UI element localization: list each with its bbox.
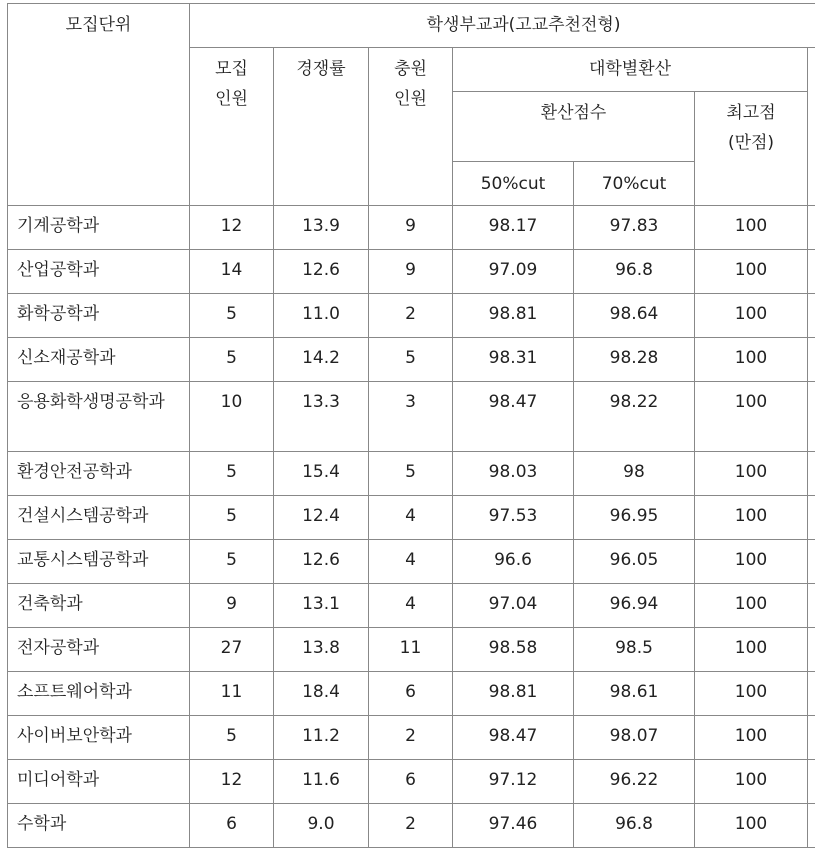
table-row <box>8 672 815 716</box>
competition-cell: 13.8 <box>274 628 369 672</box>
max-score-cell: 100 <box>695 672 808 716</box>
competition-cell: 12.6 <box>274 540 369 584</box>
fill-cell: 5 <box>369 338 453 382</box>
cut50-cell: 98.47 <box>453 382 574 452</box>
cut70-cell: 96.8 <box>574 804 695 848</box>
max-score-cell: 100 <box>695 294 808 338</box>
fill-cell: 9 <box>369 206 453 250</box>
header-cut70: 70%cut <box>574 162 695 206</box>
department-name: 신소재공학과 <box>8 338 190 382</box>
cut50-cell: 97.04 <box>453 584 574 628</box>
max-score-cell: 100 <box>695 452 808 496</box>
admission-results-table <box>7 3 815 848</box>
quota-cell: 11 <box>190 672 274 716</box>
cut50-cell: 98.81 <box>453 294 574 338</box>
fill-cell: 4 <box>369 540 453 584</box>
fill-cell: 6 <box>369 672 453 716</box>
cut70-cell: 97.83 <box>574 206 695 250</box>
table-row <box>8 496 815 540</box>
cut70-cell: 96.22 <box>574 760 695 804</box>
cut70-cell: 98.28 <box>574 338 695 382</box>
department-name: 미디어학과 <box>8 760 190 804</box>
table-row <box>8 540 815 584</box>
table-row <box>8 206 815 250</box>
department-name: 건축학과 <box>8 584 190 628</box>
quota-cell: 9 <box>190 584 274 628</box>
cut50-cell: 97.09 <box>453 250 574 294</box>
header-fill: 충원 인원 <box>369 48 453 206</box>
max-score-cell: 100 <box>695 716 808 760</box>
max-score-cell: 100 <box>695 804 808 848</box>
extra-cell <box>808 672 815 716</box>
quota-cell: 6 <box>190 804 274 848</box>
table-row <box>8 338 815 382</box>
cut70-cell: 96.95 <box>574 496 695 540</box>
cut50-cell: 97.53 <box>453 496 574 540</box>
cut50-cell: 98.58 <box>453 628 574 672</box>
quota-cell: 10 <box>190 382 274 452</box>
header-conv-score: 환산점수 <box>453 92 695 162</box>
cut70-cell: 96.05 <box>574 540 695 584</box>
max-score-cell: 100 <box>695 496 808 540</box>
extra-cell <box>808 452 815 496</box>
header-cut50: 50%cut <box>453 162 574 206</box>
cut50-cell: 98.31 <box>453 338 574 382</box>
competition-cell: 13.9 <box>274 206 369 250</box>
table-row <box>8 804 815 848</box>
fill-cell: 2 <box>369 804 453 848</box>
competition-cell: 13.1 <box>274 584 369 628</box>
cut70-cell: 98.5 <box>574 628 695 672</box>
competition-cell: 12.4 <box>274 496 369 540</box>
department-name: 환경안전공학과 <box>8 452 190 496</box>
extra-cell <box>808 294 815 338</box>
extra-cell <box>808 382 815 452</box>
extra-cell <box>808 628 815 672</box>
table-row <box>8 382 815 452</box>
fill-cell: 4 <box>369 584 453 628</box>
max-score-cell: 100 <box>695 206 808 250</box>
department-name: 수학과 <box>8 804 190 848</box>
quota-cell: 12 <box>190 206 274 250</box>
cut70-cell: 98 <box>574 452 695 496</box>
department-name: 화학공학과 <box>8 294 190 338</box>
competition-cell: 9.0 <box>274 804 369 848</box>
fill-cell: 9 <box>369 250 453 294</box>
competition-cell: 13.3 <box>274 382 369 452</box>
department-name: 산업공학과 <box>8 250 190 294</box>
table-row <box>8 628 815 672</box>
extra-cell <box>808 496 815 540</box>
quota-cell: 5 <box>190 338 274 382</box>
cut50-cell: 97.12 <box>453 760 574 804</box>
table-row <box>8 584 815 628</box>
extra-cell <box>808 250 815 294</box>
extra-cell <box>808 338 815 382</box>
department-name: 전자공학과 <box>8 628 190 672</box>
department-name: 기계공학과 <box>8 206 190 250</box>
extra-cell <box>808 716 815 760</box>
competition-cell: 11.6 <box>274 760 369 804</box>
competition-cell: 11.0 <box>274 294 369 338</box>
competition-cell: 14.2 <box>274 338 369 382</box>
department-name: 교통시스템공학과 <box>8 540 190 584</box>
max-score-cell: 100 <box>695 338 808 382</box>
competition-cell: 11.2 <box>274 716 369 760</box>
cut50-cell: 98.81 <box>453 672 574 716</box>
quota-cell: 12 <box>190 760 274 804</box>
cut50-cell: 96.6 <box>453 540 574 584</box>
competition-cell: 15.4 <box>274 452 369 496</box>
competition-cell: 12.6 <box>274 250 369 294</box>
cut50-cell: 98.47 <box>453 716 574 760</box>
extra-cell <box>808 206 815 250</box>
extra-cell <box>808 584 815 628</box>
extra-cell <box>808 540 815 584</box>
cut70-cell: 96.8 <box>574 250 695 294</box>
table-row <box>8 716 815 760</box>
quota-cell: 5 <box>190 452 274 496</box>
table-row <box>8 294 815 338</box>
max-score-cell: 100 <box>695 540 808 584</box>
cut70-cell: 98.07 <box>574 716 695 760</box>
max-score-cell: 100 <box>695 250 808 294</box>
department-name: 소프트웨어학과 <box>8 672 190 716</box>
quota-cell: 5 <box>190 294 274 338</box>
cut50-cell: 98.17 <box>453 206 574 250</box>
quota-cell: 5 <box>190 716 274 760</box>
extra-cell <box>808 760 815 804</box>
cut70-cell: 96.94 <box>574 584 695 628</box>
table-row <box>8 452 815 496</box>
header-univ-conversion: 대학별환산 <box>453 48 808 92</box>
quota-cell: 27 <box>190 628 274 672</box>
fill-cell: 2 <box>369 294 453 338</box>
quota-cell: 14 <box>190 250 274 294</box>
header-competition: 경쟁률 <box>274 48 369 206</box>
department-name: 건설시스템공학과 <box>8 496 190 540</box>
cut50-cell: 98.03 <box>453 452 574 496</box>
header-max-score: 최고점 (만점) <box>695 92 808 206</box>
cut70-cell: 98.61 <box>574 672 695 716</box>
fill-cell: 2 <box>369 716 453 760</box>
header-track: 학생부교과(고교추천전형) <box>190 4 815 48</box>
quota-cell: 5 <box>190 496 274 540</box>
department-name: 응용화학생명공학과 <box>8 382 190 452</box>
table-row <box>8 250 815 294</box>
header-quota: 모집 인원 <box>190 48 274 206</box>
table-row <box>8 760 815 804</box>
fill-cell: 11 <box>369 628 453 672</box>
max-score-cell: 100 <box>695 760 808 804</box>
max-score-cell: 100 <box>695 382 808 452</box>
department-name: 사이버보안학과 <box>8 716 190 760</box>
fill-cell: 3 <box>369 382 453 452</box>
cut70-cell: 98.22 <box>574 382 695 452</box>
competition-cell: 18.4 <box>274 672 369 716</box>
fill-cell: 6 <box>369 760 453 804</box>
fill-cell: 5 <box>369 452 453 496</box>
header-unit: 모집단위 <box>8 4 190 206</box>
fill-cell: 4 <box>369 496 453 540</box>
cut70-cell: 98.64 <box>574 294 695 338</box>
quota-cell: 5 <box>190 540 274 584</box>
max-score-cell: 100 <box>695 584 808 628</box>
max-score-cell: 100 <box>695 628 808 672</box>
extra-cell <box>808 804 815 848</box>
header-extra <box>808 48 815 206</box>
cut50-cell: 97.46 <box>453 804 574 848</box>
